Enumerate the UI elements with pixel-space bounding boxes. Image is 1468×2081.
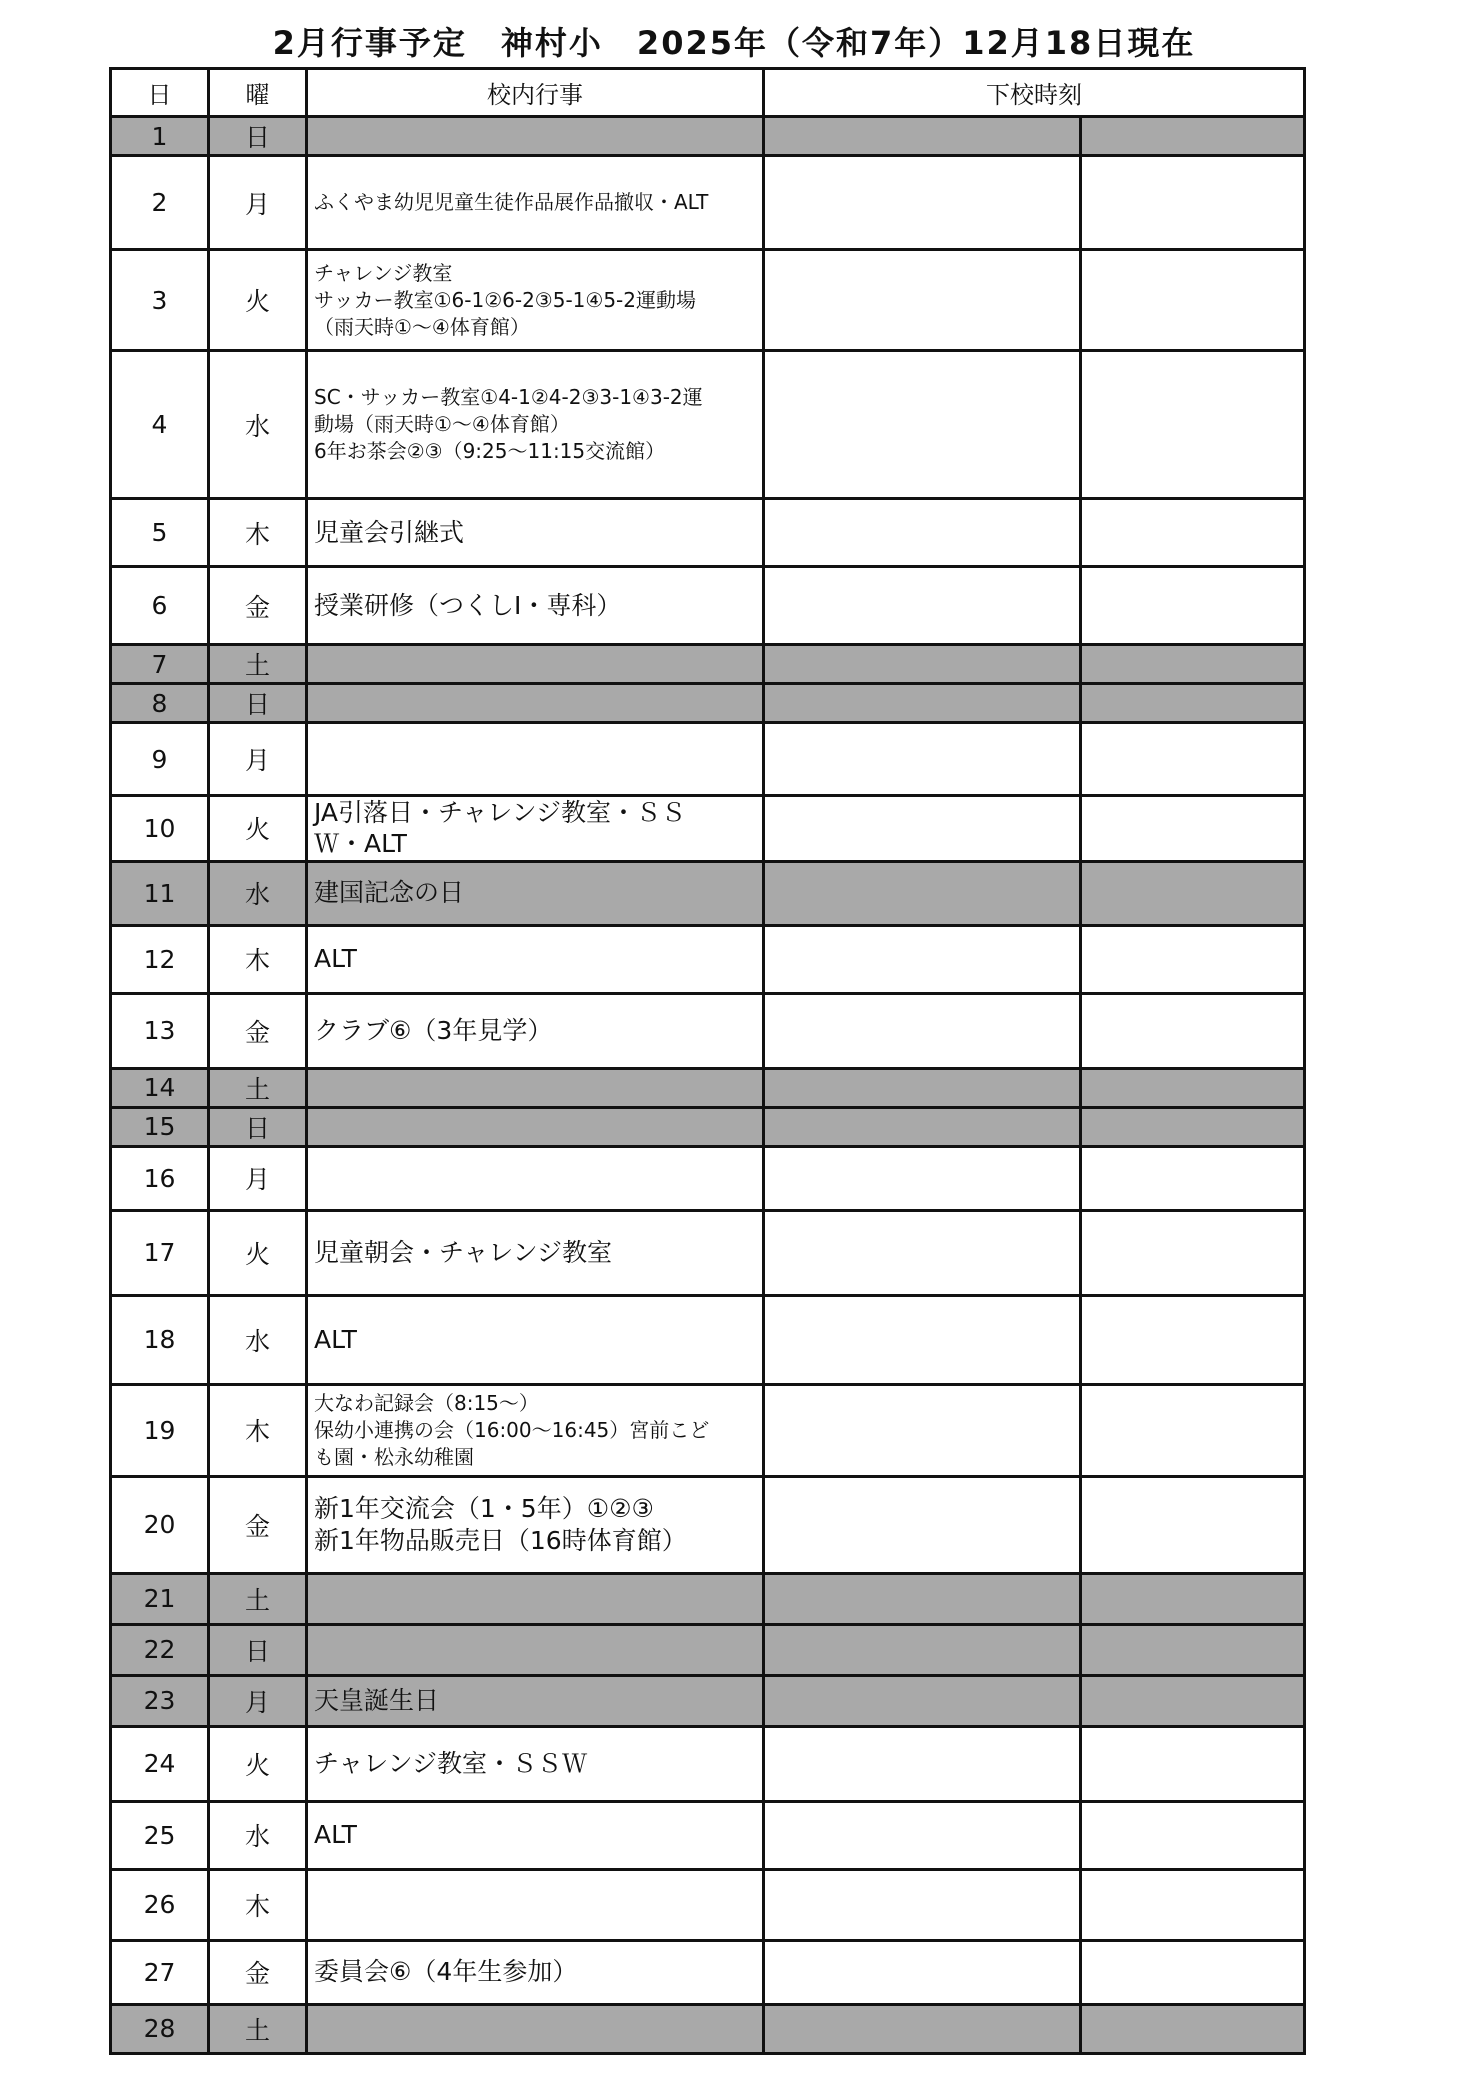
- events-cell: [307, 1384, 764, 1476]
- events-cell: [307, 1726, 764, 1801]
- day-cell: 26: [111, 1869, 209, 1940]
- dismissal-cell-extra: [1081, 1573, 1305, 1624]
- dismissal-cell-extra: [1081, 925, 1305, 993]
- table-row: [111, 250, 1305, 351]
- event-line: ALT: [314, 1820, 357, 1850]
- day-cell: 1: [111, 117, 209, 156]
- dismissal-cell-extra: [1081, 1726, 1305, 1801]
- dismissal-cell: [764, 723, 1081, 796]
- day-cell: 18: [111, 1295, 209, 1384]
- dismissal-cell: [764, 250, 1081, 351]
- day-cell: 7: [111, 645, 209, 684]
- event-line: チャレンジ教室: [314, 260, 453, 285]
- dismissal-cell-extra: [1081, 499, 1305, 567]
- day-cell: 13: [111, 993, 209, 1068]
- weekday-cell: 木: [209, 499, 307, 567]
- header-dismissal: 下校時刻: [764, 69, 1305, 117]
- table-row: [111, 1869, 1305, 1940]
- day-cell: 8: [111, 684, 209, 723]
- events-cell: [307, 1068, 764, 1107]
- table-row: [111, 684, 1305, 723]
- events-cell: [307, 1624, 764, 1675]
- header-weekday: 曜: [209, 69, 307, 117]
- header-day: 日: [111, 69, 209, 117]
- dismissal-cell: [764, 645, 1081, 684]
- dismissal-cell: [764, 1146, 1081, 1210]
- dismissal-cell: [764, 1624, 1081, 1675]
- event-line: 授業研修（つくしⅠ・専科）: [314, 590, 622, 620]
- dismissal-cell: [764, 861, 1081, 925]
- table-row: [111, 1210, 1305, 1295]
- dismissal-cell-extra: [1081, 1210, 1305, 1295]
- day-cell: 4: [111, 351, 209, 499]
- event-line: 保幼小連携の会（16:00～16:45）宮前こど: [314, 1417, 710, 1442]
- day-cell: 5: [111, 499, 209, 567]
- dismissal-cell-extra: [1081, 645, 1305, 684]
- events-cell: [307, 1210, 764, 1295]
- events-cell: [307, 796, 764, 862]
- event-line: ふくやま幼児児童生徒作品展作品撤収・ALT: [314, 190, 709, 214]
- table-row: [111, 156, 1305, 250]
- dismissal-cell: [764, 796, 1081, 862]
- event-line: SC・サッカー教室①4-1②4-2③3-1④3-2運: [314, 385, 703, 409]
- events-cell: [307, 1675, 764, 1726]
- event-line: も園・松永幼稚園: [314, 1444, 474, 1469]
- events-cell: [307, 1295, 764, 1384]
- weekday-cell: 月: [209, 1146, 307, 1210]
- table-row: [111, 1675, 1305, 1726]
- event-line: JA引落日・チャレンジ教室・ＳＳ: [314, 798, 687, 827]
- weekday-cell: 火: [209, 1726, 307, 1801]
- events-cell: [307, 156, 764, 250]
- events-cell: [307, 925, 764, 993]
- weekday-cell: 土: [209, 1068, 307, 1107]
- event-line: 6年お茶会②③（9:25～11:15交流館）: [314, 439, 666, 463]
- table-row: [111, 2004, 1305, 2053]
- weekday-cell: 金: [209, 993, 307, 1068]
- event-line: 天皇誕生日: [314, 1685, 440, 1715]
- dismissal-cell-extra: [1081, 1146, 1305, 1210]
- event-line: Ｗ・ALT: [314, 829, 407, 859]
- header-events: 校内行事: [307, 69, 764, 117]
- table-row: [111, 1624, 1305, 1675]
- dismissal-cell: [764, 1384, 1081, 1476]
- dismissal-cell: [764, 499, 1081, 567]
- dismissal-cell-extra: [1081, 156, 1305, 250]
- page-title: 2月行事予定 神村小 2025年（令和7年）12月18日現在: [272, 24, 1196, 62]
- day-cell: 11: [111, 861, 209, 925]
- dismissal-cell: [764, 156, 1081, 250]
- dismissal-cell: [764, 1476, 1081, 1573]
- events-cell: [307, 1146, 764, 1210]
- day-cell: 15: [111, 1107, 209, 1146]
- table-row: [111, 1801, 1305, 1869]
- table-row: [111, 1726, 1305, 1801]
- dismissal-cell: [764, 567, 1081, 645]
- table-row: [111, 1476, 1305, 1573]
- dismissal-cell: [764, 993, 1081, 1068]
- weekday-cell: 月: [209, 723, 307, 796]
- event-line: ALT: [314, 1324, 357, 1354]
- weekday-cell: 土: [209, 1573, 307, 1624]
- event-line: チャレンジ教室・ＳＳＷ: [314, 1748, 588, 1778]
- events-cell: [307, 351, 764, 499]
- dismissal-cell: [764, 1675, 1081, 1726]
- weekday-cell: 土: [209, 645, 307, 684]
- dismissal-cell-extra: [1081, 1107, 1305, 1146]
- schedule-body: [111, 117, 1305, 2054]
- dismissal-cell: [764, 925, 1081, 993]
- weekday-cell: 日: [209, 684, 307, 723]
- dismissal-cell-extra: [1081, 1869, 1305, 1940]
- day-cell: 22: [111, 1624, 209, 1675]
- event-line: サッカー教室①6-1②6-2③5-1④5-2運動場: [314, 287, 696, 312]
- day-cell: 6: [111, 567, 209, 645]
- events-cell: [307, 993, 764, 1068]
- events-cell: [307, 117, 764, 156]
- events-cell: [307, 723, 764, 796]
- dismissal-cell: [764, 1726, 1081, 1801]
- table-row: [111, 1940, 1305, 2004]
- event-line: ALT: [314, 944, 357, 974]
- events-cell: [307, 250, 764, 351]
- dismissal-cell: [764, 2004, 1081, 2053]
- weekday-cell: 金: [209, 567, 307, 645]
- event-line: クラブ⑥（3年見学）: [314, 1015, 553, 1045]
- weekday-cell: 火: [209, 250, 307, 351]
- dismissal-cell: [764, 1068, 1081, 1107]
- weekday-cell: 水: [209, 1295, 307, 1384]
- dismissal-cell-extra: [1081, 1384, 1305, 1476]
- weekday-cell: 月: [209, 1675, 307, 1726]
- day-cell: 12: [111, 925, 209, 993]
- event-line: 委員会⑥（4年生参加）: [314, 1957, 578, 1987]
- events-cell: [307, 861, 764, 925]
- dismissal-cell-extra: [1081, 1675, 1305, 1726]
- dismissal-cell: [764, 684, 1081, 723]
- weekday-cell: 水: [209, 1801, 307, 1869]
- dismissal-cell: [764, 1210, 1081, 1295]
- day-cell: 24: [111, 1726, 209, 1801]
- dismissal-cell-extra: [1081, 796, 1305, 862]
- dismissal-cell-extra: [1081, 1801, 1305, 1869]
- events-cell: [307, 1476, 764, 1573]
- weekday-cell: 金: [209, 1476, 307, 1573]
- weekday-cell: 木: [209, 1384, 307, 1476]
- dismissal-cell-extra: [1081, 567, 1305, 645]
- dismissal-cell-extra: [1081, 1295, 1305, 1384]
- weekday-cell: 日: [209, 1624, 307, 1675]
- events-cell: [307, 499, 764, 567]
- table-row: [111, 925, 1305, 993]
- table-row: [111, 1146, 1305, 1210]
- table-row: [111, 645, 1305, 684]
- event-line: 新1年交流会（1・5年）①②③: [314, 1494, 654, 1524]
- event-line: 建国記念の日: [314, 878, 465, 908]
- weekday-cell: 水: [209, 861, 307, 925]
- table-row: [111, 351, 1305, 499]
- events-cell: [307, 1869, 764, 1940]
- dismissal-cell-extra: [1081, 1476, 1305, 1573]
- dismissal-cell-extra: [1081, 861, 1305, 925]
- table-row: [111, 1384, 1305, 1476]
- dismissal-cell-extra: [1081, 351, 1305, 499]
- dismissal-cell: [764, 1573, 1081, 1624]
- event-line: （雨天時①～④体育館）: [314, 314, 530, 339]
- day-cell: 3: [111, 250, 209, 351]
- table-row: [111, 861, 1305, 925]
- event-line: 動場（雨天時①～④体育館）: [314, 412, 570, 436]
- table-row: [111, 1573, 1305, 1624]
- dismissal-cell: [764, 1869, 1081, 1940]
- weekday-cell: 金: [209, 1940, 307, 2004]
- day-cell: 9: [111, 723, 209, 796]
- events-cell: [307, 1573, 764, 1624]
- weekday-cell: 火: [209, 1210, 307, 1295]
- header-row: [111, 69, 1305, 117]
- table-row: [111, 796, 1305, 862]
- day-cell: 20: [111, 1476, 209, 1573]
- event-line: 児童朝会・チャレンジ教室: [314, 1237, 613, 1267]
- table-row: [111, 567, 1305, 645]
- dismissal-cell: [764, 117, 1081, 156]
- day-cell: 19: [111, 1384, 209, 1476]
- event-line: 大なわ記録会（8:15～）: [314, 1390, 539, 1415]
- events-cell: [307, 2004, 764, 2053]
- dismissal-cell-extra: [1081, 1940, 1305, 2004]
- day-cell: 14: [111, 1068, 209, 1107]
- table-row: [111, 1107, 1305, 1146]
- table-row: [111, 1068, 1305, 1107]
- day-cell: 16: [111, 1146, 209, 1210]
- weekday-cell: 月: [209, 156, 307, 250]
- dismissal-cell: [764, 1107, 1081, 1146]
- events-cell: [307, 567, 764, 645]
- event-line: 児童会引継式: [314, 517, 465, 547]
- day-cell: 2: [111, 156, 209, 250]
- dismissal-cell: [764, 1801, 1081, 1869]
- weekday-cell: 日: [209, 117, 307, 156]
- events-cell: [307, 684, 764, 723]
- schedule-table: [109, 67, 1306, 2055]
- day-cell: 28: [111, 2004, 209, 2053]
- table-row: [111, 117, 1305, 156]
- table-row: [111, 993, 1305, 1068]
- dismissal-cell-extra: [1081, 684, 1305, 723]
- dismissal-cell-extra: [1081, 723, 1305, 796]
- events-cell: [307, 1940, 764, 2004]
- dismissal-cell: [764, 1295, 1081, 1384]
- day-cell: 25: [111, 1801, 209, 1869]
- events-cell: [307, 1801, 764, 1869]
- day-cell: 17: [111, 1210, 209, 1295]
- table-row: [111, 499, 1305, 567]
- weekday-cell: 日: [209, 1107, 307, 1146]
- dismissal-cell-extra: [1081, 250, 1305, 351]
- dismissal-cell-extra: [1081, 2004, 1305, 2053]
- events-cell: [307, 645, 764, 684]
- day-cell: 21: [111, 1573, 209, 1624]
- dismissal-cell-extra: [1081, 1068, 1305, 1107]
- table-row: [111, 1295, 1305, 1384]
- dismissal-cell: [764, 351, 1081, 499]
- table-row: [111, 723, 1305, 796]
- weekday-cell: 木: [209, 925, 307, 993]
- dismissal-cell: [764, 1940, 1081, 2004]
- weekday-cell: 火: [209, 796, 307, 862]
- day-cell: 23: [111, 1675, 209, 1726]
- dismissal-cell-extra: [1081, 993, 1305, 1068]
- day-cell: 10: [111, 796, 209, 862]
- weekday-cell: 土: [209, 2004, 307, 2053]
- weekday-cell: 水: [209, 351, 307, 499]
- dismissal-cell-extra: [1081, 117, 1305, 156]
- dismissal-cell-extra: [1081, 1624, 1305, 1675]
- weekday-cell: 木: [209, 1869, 307, 1940]
- event-line: 新1年物品販売日（16時体育館）: [314, 1525, 687, 1555]
- day-cell: 27: [111, 1940, 209, 2004]
- events-cell: [307, 1107, 764, 1146]
